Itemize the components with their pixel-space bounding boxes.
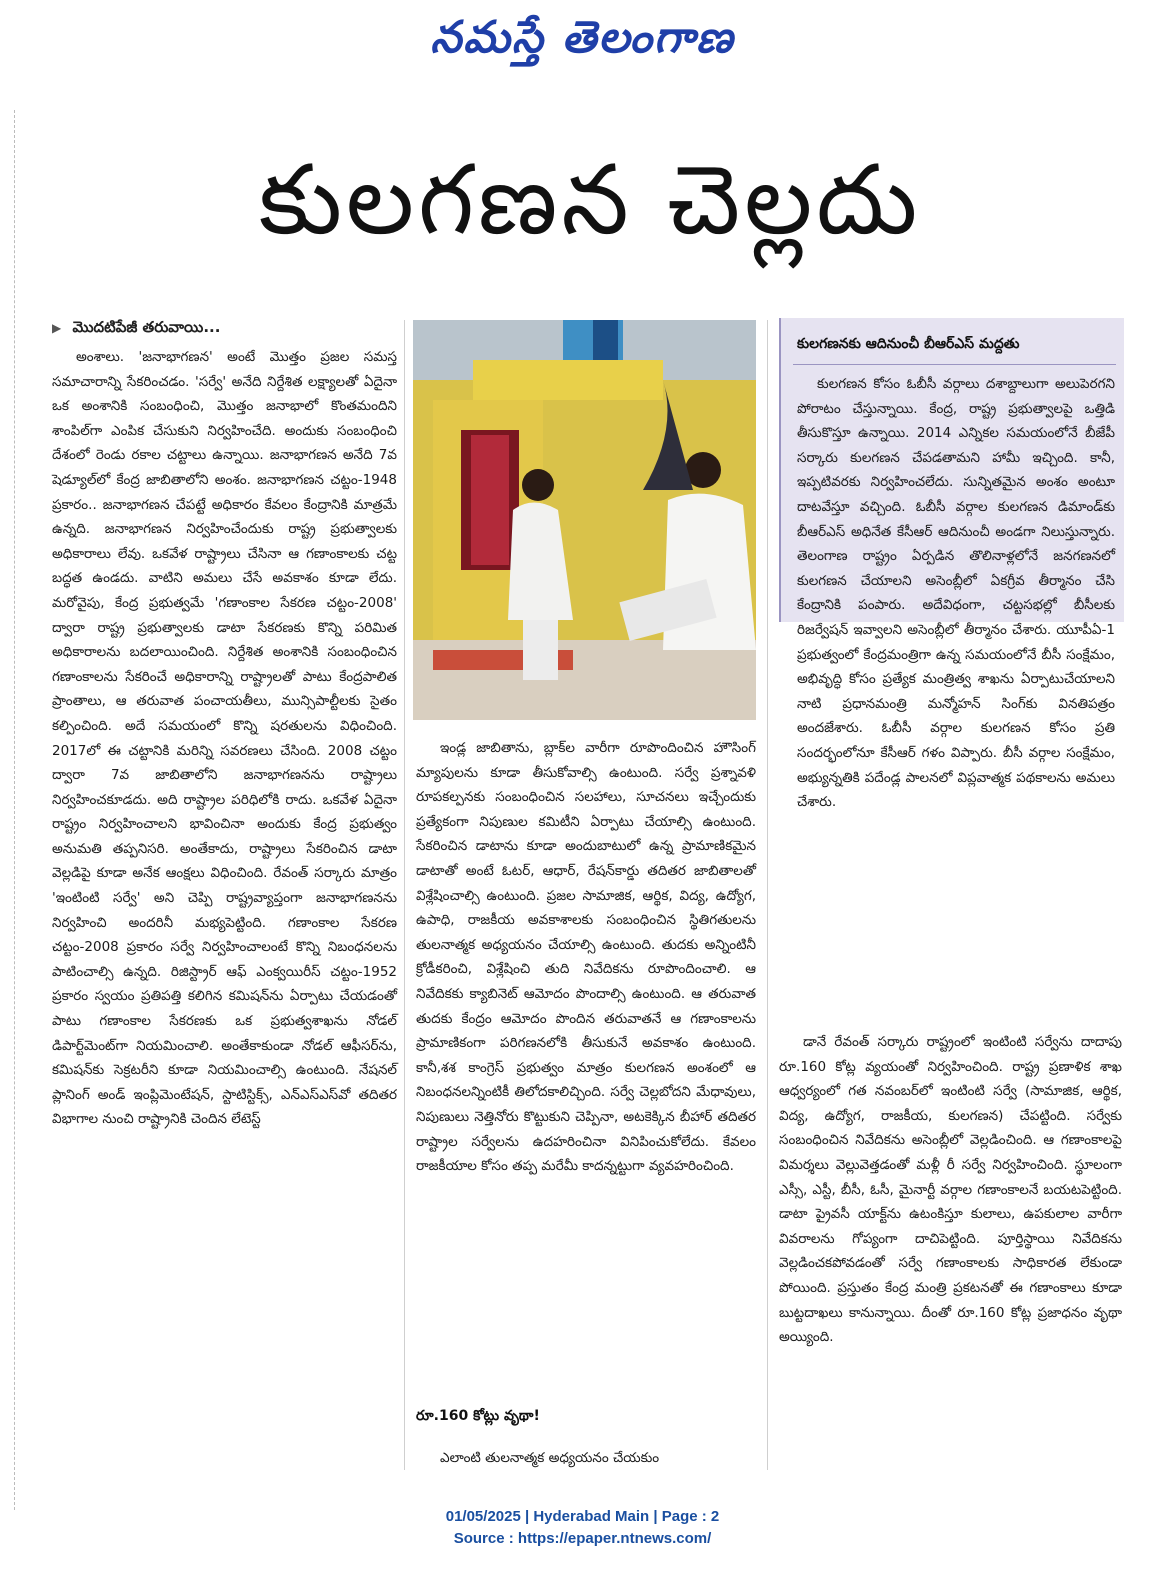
page-edge [0,110,15,1510]
article-column-2 [416,736,756,1386]
column-divider [404,320,405,1470]
continued-text: మొదటిపేజీ తరువాయి... [72,318,221,336]
chevron-right-icon: ▶ [52,321,62,335]
section-subhead: రూ.160 కోట్లు వృథా! [416,1408,540,1424]
paragraph: అంశాలు. 'జనాభాగణన' అంటే మొత్తం ప్రజల సమస్త సమాచారాన్ని సేకరించడం. 'సర్వే' అనేది నిర్దేశిత లక్ష్యాలతో ఏదైనా ఒక అంశానికి సంబంధించి, మొత్తం జనాభాలో కొంతమందిని శాంపిల్‌గా ఎంపిక చేసుకుని నిర్వహించేది. అందుకు సంబంధించి దేశంలో రెండు రకాల చట్టాలు ఉన్నాయి. జనాభాగణన అనేది 7వ షెడ్యూల్‌లో కేంద్ర జాబితాలోని అంశం. జనాభాగణన చట్టం-1948 ప్రకారం.. జనాభాగణన చేపట్టే అధికారం కేవలం కేంద్రానికి మాత్రమే ఉన్నది. జనాభాగణన నిర్వహించేందుకు రాష్ట్ర ప్రభుత్వాలకు అధికారాలు లేవు. ఒకవేళ రాష్ట్రాలు చేసినా ఆ గణాంకాలకు చట్ట బద్ధత ఉండదు. వాటిని అమలు చేసే అవకాశం కూడా లేదు. మరోవైపు, కేంద్ర ప్రభుత్వమే 'గణాంకాల సేకరణ చట్టం-2008' ద్వారా రాష్ట్ర ప్రభుత్వాలకు డాటా సేకరణకు కొన్ని పరిమిత అధికారాలను బదలాయించింది. నిర్దేశిత అంశానికి సంబంధించిన గణాంకాలను సేకరించే అధికారాన్ని రాష్ట్రాలతో పాటు కేంద్రపాలిత ప్రాంతాలు, ఆ తరువాత పంచాయతీలు, మున్సిపాల్టీలకు సైతం కల్పించింది. అదే సమయంలో కొన్ని షరతులను విధించింది. 2017లో ఈ చట్టానికి మరిన్ని సవరణలు చేసింది. 2008 చట్టం ద్వారా 7వ జాబితాలోని జనాభాగణనను రాష్ట్రాలు నిర్వహించకూడదు. అది రాష్ట్రాల పరిధిలోకి రాదు. ఒకవేళ ఏదైనా రాష్ట్రం నిర్వహించాలని భావించినా అందుకు కేంద్ర ప్రభుత్వం అనుమతి తప్పనిసరి. అంతేకాదు, రాష్ట్రాలు సేకరించిన డాటా వెల్లడిపై కూడా అనేక ఆంక్షలు విధించింది. రేవంత్ సర్కారు మాత్రం 'ఇంటింటి సర్వే' అని చెప్పి రాష్ట్రవ్యాప్తంగా జనాభాగణనను నిర్వహించి అందరినీ మభ్యపెట్టింది. గణాంకాల సేకరణ చట్టం-2008 ప్రకారం సర్వే నిర్వహించాలంటే కొన్ని నిబంధనలను పాటించాల్సి ఉన్నది. రిజిస్ట్రార్ ఆఫ్ ఎంక్వయిరీస్ చట్టం-1952 ప్రకారం స్వయం ప్రతిపత్తి కలిగిన కమిషన్‌ను ఏర్పాటు చేయడంతో పాటు గణాంకాల సేకరణకు ఒక ప్రభుత్వశాఖను నోడల్ డిపార్ట్‌మెంట్‌గా నియమించాలి. అంతేకాకుండా నోడల్ ఆఫీసర్‌ను, కమిషన్‌కు సెక్రటరీని కూడా నియమించాల్సి ఉంటుంది. నేషనల్ ప్లానింగ్ అండ్ ఇంప్లిమెంటేషన్, స్టాటిస్టిక్స్, ఎన్ఎస్ఎస్‌వో తదితర విభాగాల నుంచి రాష్ట్రానికి చెందిన లేటెస్ట్ [52,349,397,1128]
footer-date-line: 01/05/2025 | Hyderabad Main | Page : 2 [445,1508,720,1525]
footer-source-line[interactable]: Source : https://epaper.ntnews.com/ [453,1530,712,1547]
news-photo [413,320,756,720]
paragraph: ఎలాంటి తులనాత్మక అధ్యయనం చేయకుం [440,1450,660,1466]
page-headline: కులగణన చెల్లదు [258,144,922,256]
survey-workers-photo [413,320,756,720]
article-column-2-continued [416,1446,756,1471]
sidebar-body [797,372,1115,811]
sidebar-title: కులగణనకు ఆదినుంచీ బీఆర్ఎస్ మద్దతు [797,336,1020,352]
article-column-3 [779,1030,1122,1470]
sidebar-divider [793,364,1116,365]
continued-from-label [52,318,220,340]
column-divider [767,320,768,1470]
paragraph: ఇండ్ల జాబితాను, బ్లాక్‌ల వారీగా రూపొందించిన హౌసింగ్ మ్యాపులను కూడా తీసుకోవాల్సి ఉంటుంది. సర్వే ప్రశ్నావళి రూపకల్పనకు సంబంధించిన సలహాలు, సూచనలు ఇచ్చేందుకు ప్రత్యేకంగా నిపుణుల కమిటీని ఏర్పాటు చేయాల్సి ఉంటుంది. సేకరించిన డాటాను కూడా అందుబాటులో ఉన్న ప్రామాణికమైన డాటాతో అంటే ఓటర్, ఆధార్, రేషన్‌కార్డు తదితర జాబితాలతో విశ్లేషించాల్సి ఉంటుంది. ప్రజల సామాజిక, ఆర్థిక, విద్య, ఉద్యోగ, ఉపాధి, రాజకీయ అవకాశాలకు సంబంధించిన స్థితిగతులను తులనాత్మక అధ్యయనం చేయాల్సి ఉంటుంది. తుదకు అన్నింటినీ క్రోడీకరించి, విశ్లేషించి తుది నివేదికను రూపొందించాలి. ఆ నివేదికకు క్యాబినెట్ ఆమోదం పొందాల్సి ఉంటుంది. ఆ తరువాత తుదకు కేంద్రం ఆమోదం పొందిన తరువాతనే ఆ గణాంకాలను ప్రామాణికంగా పరిగణనలోకి తీసుకునే అవకాశం ఉంటుంది. కానీ,శశ కాంగ్రెస్ ప్రభుత్వం మాత్రం కులగణన అంశంలో ఆ నిబంధనలన్నింటికీ తిలోదకాలిచ్చింది. సర్వే చెల్లబోదని మేధావులు, నిపుణులు నెత్తినోరు కొట్టుకుని చెప్పినా, అటకెక్కిన బీహార్ తదితర రాష్ట్రాల సర్వేలను ఉదహరించినా వినిపించుకోలేదు. కేవలం రాజకీయాల కోసం తప్ప మరేమీ కాదన్నట్టుగా వ్యవహరించింది. [416,740,756,1175]
paragraph: కులగణన కోసం ఓబీసీ వర్గాలు దశాబ్దాలుగా అలుపెరగని పోరాటం చేస్తున్నాయి. కేంద్ర, రాష్ట్ర ప్రభుత్వాలపై ఒత్తిడి తీసుకొస్తూ ఉన్నాయి. 2014 ఎన్నికల సమయంలోనే బీజేపీ సర్కారు కులగణన చేపడతామని హామీ ఇచ్చింది. కానీ, ఇప్పటివరకు నిర్వహించలేదు. సున్నితమైన అంశం అంటూ దాటవేస్తూ వచ్చింది. ఓబీసీ వర్గాల కులగణన డిమాండ్‌కు బీఆర్ఎస్ అధినేత కేసీఆర్ ఆదినుంచీ అండగా నిలుస్తున్నారు. తెలంగాణ రాష్ట్రం ఏర్పడిన తొలినాళ్లలోనే జనగణనలో కులగణన చేయాలని అసెంబ్లీలో ఏకగ్రీవ తీర్మానం చేసి కేంద్రానికి పంపారు. అదేవిధంగా, చట్టసభల్లో బీసీలకు రిజర్వేషన్ ఇవ్వాలని అసెంబ్లీలో తీర్మానం చేశారు. యూపీఏ-1 ప్రభుత్వంలో కేంద్రమంత్రిగా ఉన్న సమయంలోనే బీసీ సంక్షేమం, అభివృద్ధి కోసం ప్రత్యేక మంత్రిత్వ శాఖను ఏర్పాటుచేయాలని నాటి ప్రధానమంత్రి మన్మోహన్ సింగ్‌కు వినతిపత్రం అందజేశారు. ఓబీసీ వర్గాల కులగణన కోసం ప్రతి సందర్భంలోనూ కేసీఆర్ గళం విప్పారు. బీసీ వర్గాల సంక్షేమం, అభ్యున్నతికి పదేండ్ల పాలనలో విప్లవాత్మక పథకాలను అమలు చేశారు. [797,376,1115,811]
sidebar-box [779,318,1124,811]
paragraph: డానే రేవంత్ సర్కారు రాష్ట్రంలో ఇంటింటి సర్వేను దాదాపు రూ.160 కోట్ల వ్యయంతో నిర్వహించింది. రాష్ట్ర ప్రణాళిక శాఖ ఆధ్వర్యంలో గత నవంబర్‌లో ఇంటింటి సర్వే (సామాజిక, ఆర్థిక, విద్య, ఉద్యోగ, రాజకీయ, కులగణన) చేపట్టింది. సర్వేకు సంబంధించిన నివేదికను అసెంబ్లీలో వెల్లడించింది. ఆ గణాంకాలపై విమర్శలు వెల్లువెత్తడంతో మళ్లీ రీ సర్వే నిర్వహించింది. స్థూలంగా ఎస్సీ, ఎస్టీ, బీసీ, ఓసీ, మైనార్టీ వర్గాల గణాంకాలనే బయటపెట్టింది. డాటా ప్రైవసీ యాక్ట్‌ను ఉటంకిస్తూ కులాలు, ఉపకులాల వారీగా వివరాలను గోప్యంగా దాచిపెట్టింది. పూర్తిస్థాయి నివేదికను వెల్లడించకపోవడంతో సర్వే గణాంకాలకు సాధికారత లేకుండా పోయింది. ప్రస్తుతం కేంద్ర మంత్రి ప్రకటనతో ఈ గణాంకాలు కూడా బుట్టదాఖలు కానున్నాయి. దీంతో రూ.160 కోట్ల ప్రజాధనం వృథా అయ్యింది. [779,1034,1122,1346]
newspaper-masthead: నమస్తే తెలంగాణ [430,12,735,63]
article-column-1 [52,345,397,1470]
